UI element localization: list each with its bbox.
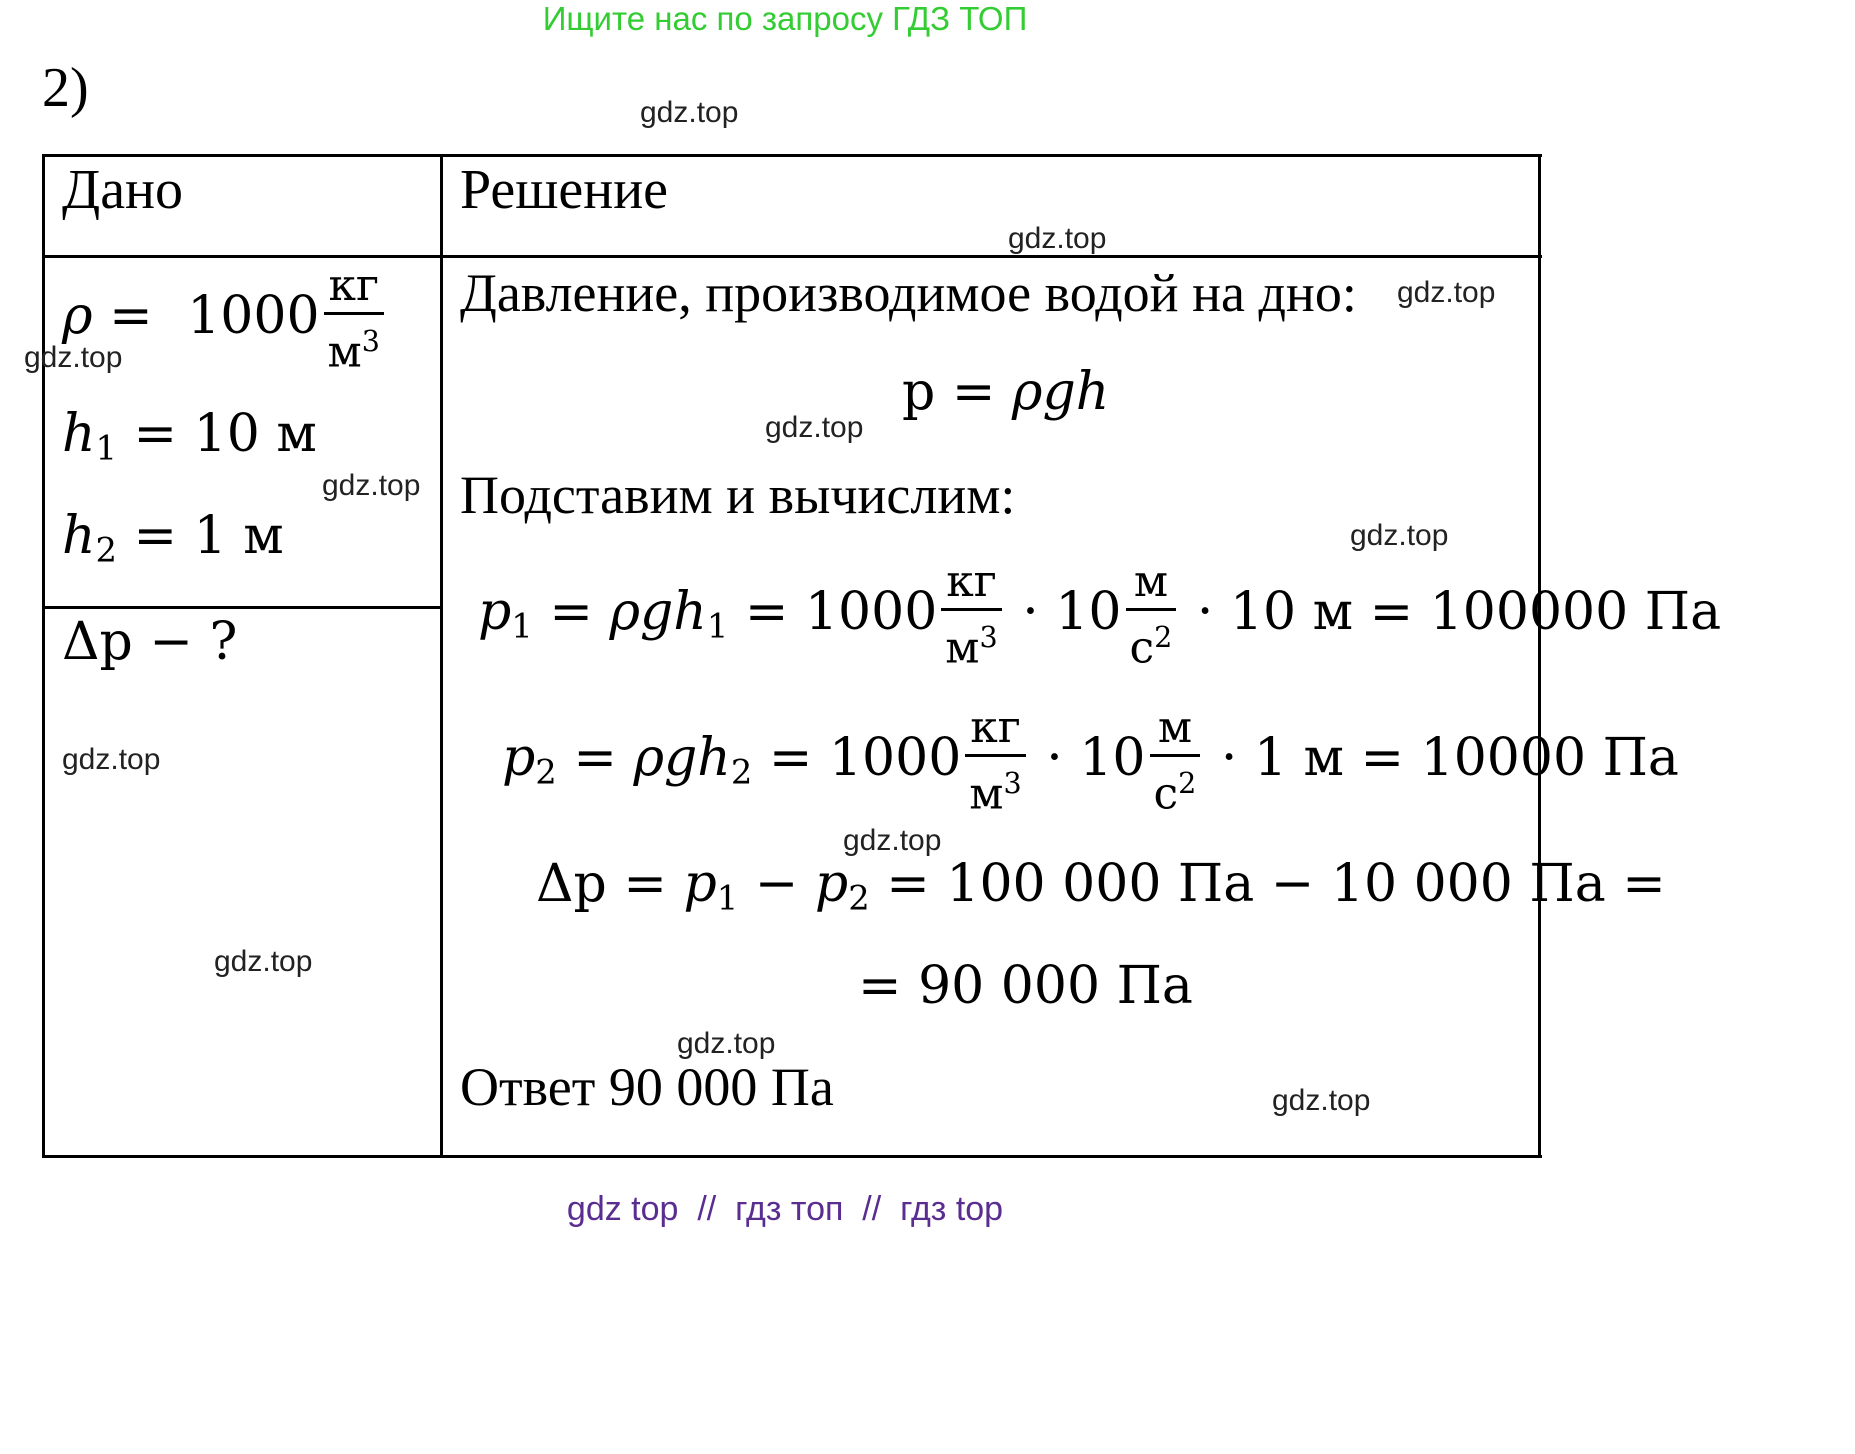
solution-header: Решение: [460, 159, 669, 221]
watermark: gdz.top: [1272, 1084, 1371, 1117]
answer: Ответ 90 000 Па: [460, 1057, 834, 1117]
watermark: gdz.top: [677, 1027, 776, 1060]
watermark: gdz.top: [765, 411, 864, 444]
find-delta-p: Δp − ?: [62, 612, 238, 672]
watermark: gdz.top: [843, 824, 942, 857]
watermark: gdz.top: [1397, 276, 1496, 309]
problem-number: 2): [42, 57, 89, 119]
watermark: gdz.top: [1350, 519, 1449, 552]
given-density: ρ = 1000 $\frac{кг}{м^3}$: [62, 260, 388, 379]
watermark: gdz.top: [24, 341, 123, 374]
search-banner: Ищите нас по запросу ГДЗ ТОП: [542, 0, 1028, 37]
p1-calculation: $p_1 = \rho gh_1 = 1000$ $\frac{кг}{м^3}$ · 10 $\frac{м}{с^2}$ · 10 м = 100000 Па: [478, 556, 1722, 674]
given-header: Дано: [62, 159, 184, 221]
pressure-formula: p = ρgh: [902, 362, 1110, 422]
solution-intro: Давление, производимое водой на дно:: [460, 263, 1357, 323]
delta-p-result: = 90 000 Па: [858, 956, 1193, 1016]
p2-calculation: $p_2 = \rho gh_2 = 1000$ $\frac{кг}{м^3}$ · 10 $\frac{м}{с^2}$ · 1 м = 10000 Па: [502, 702, 1679, 820]
watermark: gdz.top: [62, 743, 161, 776]
delta-p-calculation: $\Delta p = p_1 - p_2 = 100$ 000 Па − 10 000 Па =: [536, 854, 1666, 918]
given-height-2: $h_2 = 1$ м: [62, 506, 284, 570]
watermark: gdz.top: [1008, 222, 1107, 255]
substitute-label: Подставим и вычислим:: [460, 465, 1016, 525]
watermark: gdz.top: [640, 96, 739, 129]
footer-links: gdz top // гдз топ // гдз top: [566, 1190, 1004, 1228]
watermark: gdz.top: [322, 469, 421, 502]
watermark: gdz.top: [214, 945, 313, 978]
given-height-1: $h_1 = 10$ м: [62, 404, 317, 468]
